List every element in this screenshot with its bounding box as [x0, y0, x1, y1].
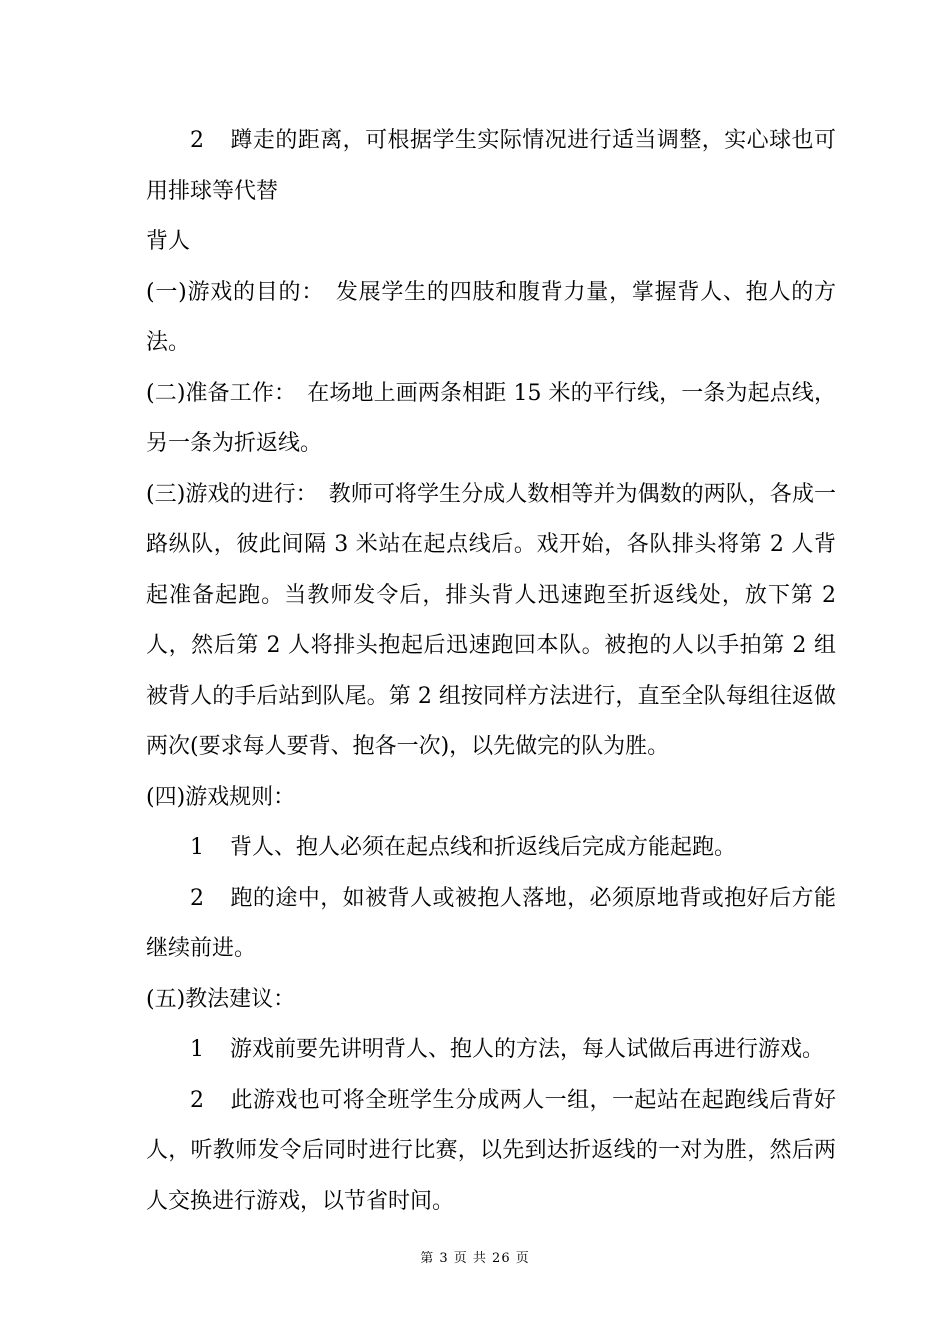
page-footer: 第 3 页 共 26 页	[420, 1251, 530, 1266]
heading-teaching-suggestions: (五)教法建议：	[146, 986, 296, 1012]
suggestion-item-2	[146, 1076, 836, 1228]
paragraph-preparation: (二)准备工作： 在场地上画两条相距 15 米的平行线，一条为起点线，另一条为折返线。	[146, 380, 836, 456]
section-heading-carry-person: 背人	[146, 229, 191, 254]
paragraph-text: 此游戏也可将全班学生分成两人一组，一起站在起跑线后背好人，听教师发令后同时进行比赛，以先到达折返线的一对为胜，然后两人交换进行游戏，以节省时间。	[146, 1087, 836, 1214]
paragraph-game-procedure: (三)游戏的进行： 教师可将学生分成人数相等并为偶数的两队，各成一路纵队，彼此间隔 3 米站在起点线后。戏开始，各队排头将第 2 人背起准备起跑。当教师发令后，排头背人迅速跑至折返线处，放下第 2 人，然后第 2 人将排头抱起后迅速跑回本队。被抱的人以手拍第 2 组被背人的手后站到队尾。第 2 组按同样方法进行，直至全队每组往返做两次(要求每人要背、抱各一次)，以先做完的队为胜。	[146, 481, 836, 759]
list-number: 1	[190, 1037, 204, 1062]
paragraph-text: 背人、抱人必须在起点线和折返线后完成方能起跑。	[230, 835, 737, 860]
paragraph-text: 跑的途中，如被背人或被抱人落地，必须原地背或抱好后方能继续前进。	[146, 885, 836, 961]
rule-item-1	[146, 823, 836, 874]
rule-item-2	[146, 874, 836, 975]
list-number: 2	[190, 885, 204, 911]
list-number: 2	[190, 1087, 204, 1113]
list-number: 1	[190, 835, 204, 860]
paragraph-game-purpose: (一)游戏的目的： 发展学生的四肢和腹背力量，掌握背人、抱人的方法。	[146, 279, 836, 355]
paragraph-text: 蹲走的距离，可根据学生实际情况进行适当调整，实心球也可用排球等代替	[146, 128, 836, 204]
list-number: 2	[190, 128, 204, 153]
suggestion-item-1	[146, 1025, 836, 1076]
paragraph-text: 游戏前要先讲明背人、抱人的方法，每人试做后再进行游戏。	[230, 1037, 825, 1062]
heading-game-rules: (四)游戏规则：	[146, 784, 296, 810]
paragraph-item-2-squat-walk	[146, 116, 836, 217]
document-body	[146, 116, 836, 1227]
